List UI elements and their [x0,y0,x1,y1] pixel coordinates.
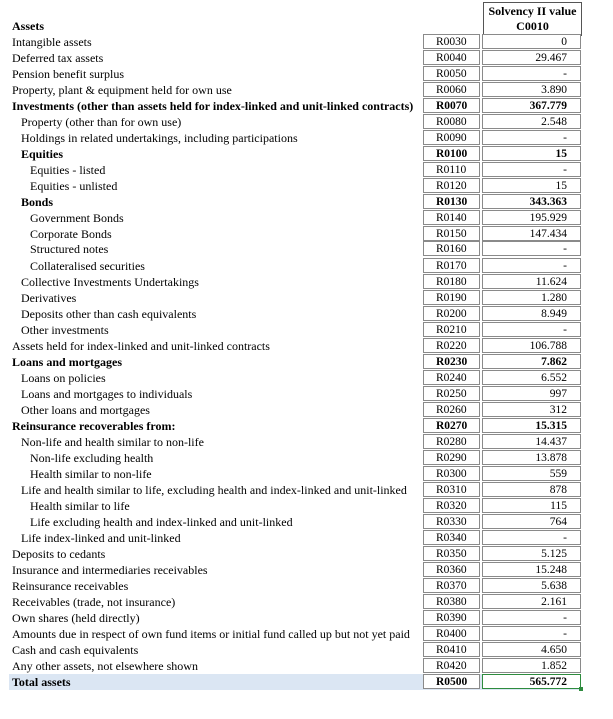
row-label: Equities [21,147,64,161]
table-row [9,306,581,322]
value-cell[interactable]: 3.890 [482,82,581,97]
table-row [9,642,581,658]
table-row [9,178,581,194]
row-code: R0080 [423,114,480,129]
row-code: R0110 [423,162,480,177]
row-label: Reinsurance recoverables from: [12,419,176,433]
row-code: R0260 [423,402,480,417]
value-cell[interactable]: 115 [482,498,581,513]
section-title: Assets [12,19,44,33]
table-row [9,146,581,162]
row-code: R0330 [423,514,480,529]
table-row [9,386,581,402]
total-value-cell[interactable]: 565.772 [482,674,581,689]
row-label: Corporate Bonds [30,227,112,241]
value-cell[interactable]: 15 [482,146,581,161]
row-label: Structured notes [30,242,109,256]
table-row [9,354,581,370]
table-row [9,434,581,450]
table-row [9,562,581,578]
value-cell[interactable]: 1.852 [482,658,581,673]
row-code: R0040 [423,50,480,65]
value-cell[interactable]: 4.650 [482,642,581,657]
table-row [9,402,581,418]
row-label: Government Bonds [30,211,124,225]
table-row [9,258,581,274]
table-row [9,66,581,82]
table-row [9,626,581,642]
row-code: R0270 [423,418,480,433]
table-row [9,610,581,626]
row-code: R0130 [423,194,480,209]
table-row [9,82,581,98]
row-code: R0300 [423,466,480,481]
value-cell[interactable]: 1.280 [482,290,581,305]
value-cell[interactable]: 2.548 [482,114,581,129]
value-cell[interactable]: - [482,610,581,625]
row-code: R0170 [423,258,480,273]
row-label: Deposits to cedants [12,547,106,561]
table-row [9,114,581,130]
row-label: Non-life excluding health [30,451,154,465]
row-code: R0190 [423,290,480,305]
row-code: R0350 [423,546,480,561]
row-code: R0200 [423,306,480,321]
row-label: Pension benefit surplus [12,67,124,81]
table-row [9,418,581,434]
value-cell[interactable]: 106.788 [482,338,581,353]
value-cell[interactable]: 5.125 [482,546,581,561]
table-row [9,274,581,290]
value-cell[interactable]: 878 [482,482,581,497]
row-code: R0090 [423,130,480,145]
value-cell[interactable]: 343.363 [482,194,581,209]
table-row [9,162,581,178]
row-label: Any other assets, not elsewhere shown [12,659,198,673]
value-cell[interactable]: - [482,241,581,256]
table-row [9,466,581,482]
value-cell[interactable]: 997 [482,386,581,401]
value-cell[interactable]: - [482,530,581,545]
column-header-title: Solvency II value [488,4,577,18]
section-title-row [9,18,581,34]
row-label: Derivatives [21,291,77,305]
row-label: Cash and cash equivalents [12,643,139,657]
row-code: R0180 [423,274,480,289]
row-code: R0420 [423,658,480,673]
row-label: Life index-linked and unit-linked [21,531,181,545]
row-label: Equities - unlisted [30,179,118,193]
row-code: R0060 [423,82,480,97]
row-label: Receivables (trade, not insurance) [12,595,176,609]
row-code: R0150 [423,226,480,241]
table-row [9,290,581,306]
value-cell[interactable]: 5.638 [482,578,581,593]
row-code: R0140 [423,210,480,225]
value-cell[interactable]: 559 [482,466,581,481]
table-row [9,482,581,498]
row-code: R0290 [423,450,480,465]
value-cell[interactable]: 195.929 [482,210,581,225]
row-label: Loans on policies [21,371,106,385]
value-cell[interactable]: 147.434 [482,226,581,241]
value-cell[interactable]: 312 [482,402,581,417]
table-row [9,338,581,354]
table-row [9,530,581,546]
row-code: R0210 [423,322,480,337]
row-label: Life excluding health and index-linked and unit-linked [30,515,293,529]
row-label: Equities - listed [30,163,106,177]
table-row [9,578,581,594]
row-code: R0500 [423,674,480,689]
row-label: Reinsurance receivables [12,579,129,593]
table-row [9,34,581,50]
table-row [9,50,581,66]
row-label: Deferred tax assets [12,51,104,65]
value-cell[interactable]: 8.949 [482,306,581,321]
row-code: R0050 [423,66,480,81]
table-row [9,514,581,530]
row-label: Loans and mortgages to individuals [21,387,193,401]
value-cell[interactable]: 6.552 [482,370,581,385]
total-row [9,674,581,690]
value-cell[interactable]: 15 [482,178,581,193]
row-code: R0220 [423,338,480,353]
table-row [9,370,581,386]
table-row [9,210,581,226]
value-cell[interactable]: 29.467 [482,50,581,65]
row-label: Total assets [12,675,71,689]
row-code: R0160 [423,241,480,256]
value-cell[interactable]: - [482,322,581,337]
row-label: Other investments [21,323,109,337]
value-cell[interactable]: 14.437 [482,434,581,449]
table-row [9,546,581,562]
row-label: Bonds [21,195,54,209]
table-row [9,658,581,674]
row-code: R0240 [423,370,480,385]
row-label: Own shares (held directly) [12,611,140,625]
row-label: Other loans and mortgages [21,403,150,417]
value-cell[interactable]: - [482,258,581,273]
row-code: R0310 [423,482,480,497]
row-label: Life and health similar to life, excluding health and index-linked and unit-linked [21,483,407,497]
row-code: R0320 [423,498,480,513]
table-row [9,98,581,114]
value-cell[interactable]: - [482,66,581,81]
row-label: Intangible assets [12,35,92,49]
value-cell[interactable]: 2.161 [482,594,581,609]
value-cell[interactable]: 11.624 [482,274,581,289]
row-label: Deposits other than cash equivalents [21,307,197,321]
row-label: Property, plant & equipment held for own use [12,83,232,97]
value-cell[interactable]: 13.878 [482,450,581,465]
row-label: Health similar to non-life [30,467,152,481]
row-code: R0030 [423,34,480,49]
row-code: R0340 [423,530,480,545]
value-cell[interactable]: - [482,626,581,641]
row-code: R0390 [423,610,480,625]
table-row [9,450,581,466]
table-row [9,241,581,257]
row-code: R0250 [423,386,480,401]
row-label: Loans and mortgages [12,355,123,369]
row-label: Collective Investments Undertakings [21,275,199,289]
row-label: Assets held for index-linked and unit-linked contracts [12,339,270,353]
row-label: Property (other than for own use) [21,115,182,129]
value-cell[interactable]: 764 [482,514,581,529]
row-label: Investments (other than assets held for index-linked and unit-linked contracts) [12,99,414,113]
value-cell[interactable]: 7.862 [482,354,581,369]
row-label: Non-life and health similar to non-life [21,435,204,449]
table-row [9,226,581,242]
row-code: R0360 [423,562,480,577]
row-code: R0410 [423,642,480,657]
table-row [9,194,581,210]
value-cell[interactable]: 0 [482,34,581,49]
table-row [9,322,581,338]
row-label: Amounts due in respect of own fund items or initial fund called up but not yet paid [12,627,410,641]
value-cell[interactable]: 15.248 [482,562,581,577]
value-cell[interactable]: - [482,130,581,145]
row-code: R0120 [423,178,480,193]
table-row [9,594,581,610]
value-cell[interactable]: 15.315 [482,418,581,433]
table-row [9,498,581,514]
row-code: R0400 [423,626,480,641]
row-label: Insurance and intermediaries receivables [12,563,208,577]
row-label: Health similar to life [30,499,130,513]
row-code: R0230 [423,354,480,369]
row-code: R0100 [423,146,480,161]
value-cell[interactable]: 367.779 [482,98,581,113]
fill-handle[interactable] [579,687,583,691]
row-code: R0070 [423,98,480,113]
row-label: Holdings in related undertakings, including participations [21,131,298,145]
row-code: R0280 [423,434,480,449]
value-cell[interactable]: - [482,162,581,177]
row-label: Collateralised securities [30,259,145,273]
row-code: R0370 [423,578,480,593]
table-row [9,130,581,146]
column-header-code: C0010 [516,19,549,33]
row-code: R0380 [423,594,480,609]
